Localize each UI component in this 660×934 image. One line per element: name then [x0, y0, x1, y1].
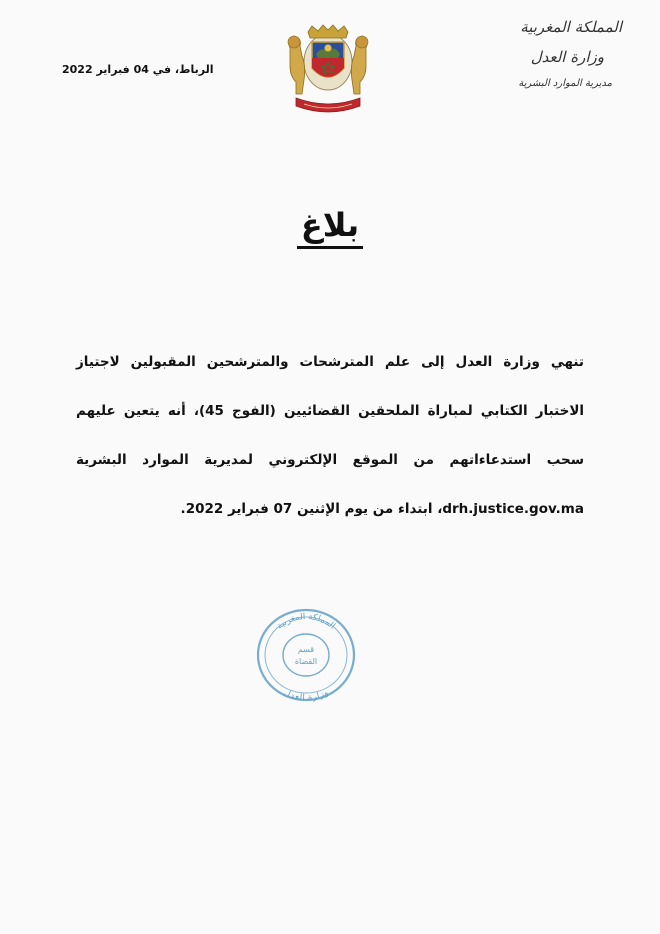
stamp-outer-top: المملكة المغربية [275, 611, 338, 632]
stamp-outer-bottom: وزارة العدل [282, 687, 331, 704]
stamp-center-line1: قسم [297, 645, 315, 654]
title-text: بلاغ [297, 206, 363, 249]
date-line: الرباط، في 04 فبراير 2022 [62, 63, 214, 76]
announcement-body [76, 338, 584, 534]
stamp-center-line2: القضاة [294, 657, 318, 666]
document-title [0, 206, 660, 244]
official-stamp-icon [255, 606, 357, 704]
coat-of-arms-icon [276, 24, 380, 118]
body-part2: ، ابتداء من يوم الإثنين 07 فبراير 2022. [180, 501, 443, 517]
country-line: المملكة المغربية [520, 18, 622, 36]
body-part1: تنهي وزارة العدل إلى علم المترشحات والمترشحين المقبولين لاجتياز الاختبار الكتابي لمباراة الملحقين القضائيين (الفوج 45)، أنه يتعين عليهم سحب استدعاءاتهم من الموقع الإلكتروني لمديرية الموارد البشرية [76, 354, 584, 468]
ministry-header [472, 18, 622, 89]
directorate-line: مديرية الموارد البشرية [518, 78, 612, 89]
website-link[interactable]: drh.justice.gov.ma [442, 501, 584, 517]
ministry-line: وزارة العدل [530, 48, 604, 66]
svg-text:وزارة العدل [282, 688, 330, 703]
